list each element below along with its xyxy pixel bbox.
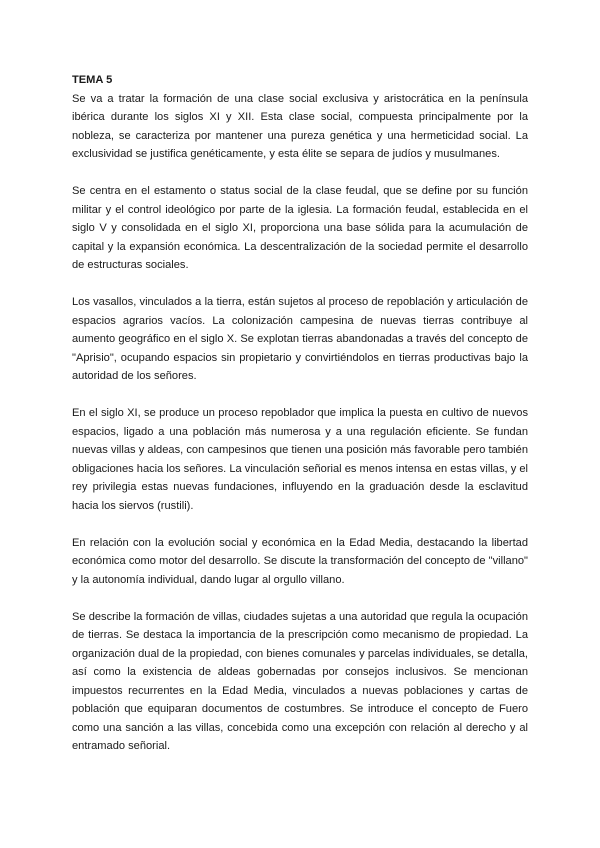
paragraph-4: En el siglo XI, se produce un proceso repoblador que implica la puesta en cultivo de nuevos espacios, ligado a una población más numerosa y a una regulación eficiente. Se fundan nuevas villas y aldeas, con campesinos que tienen una posición más favorable pero también obligaciones hacia los señores. La vinculación señorial es menos intensa en estas villas, y el rey privilegia estas nuevas fundaciones, influyendo en la graduación desde la esclavitud hacia los siervos (rustili). <box>72 407 528 512</box>
paragraph-3: Los vasallos, vinculados a la tierra, están sujetos al proceso de repoblación y articulación de espacios agrarios vacíos. La colonización campesina de nuevas tierras contribuye al aumento geográfico en el siglo X. Se explotan tierras abandonadas a través del concepto de "Aprisio", ocupando espacios sin propietario y convirtiéndolos en tierras productivas bajo la autoridad de los señores. <box>72 296 528 382</box>
document-body <box>72 71 528 774</box>
paragraph-1: Se va a tratar la formación de una clase social exclusiva y aristocrática en la península ibérica durante los siglos XI y XII. Esta clase social, compuesta principalmente por la nobleza, se caracteriza por mantener una pureza genética y una hermeticidad social. La exclusividad se justifica genéticamente, y esta élite se separa de judíos y musulmanes. <box>72 92 528 160</box>
paragraph-6: Se describe la formación de villas, ciudades sujetas a una autoridad que regula la ocupación de tierras. Se destaca la importancia de la prescripción como mecanismo de propiedad. La organización dual de la propiedad, con bienes comunales y parcelas individuales, se detalla, así como la existencia de aldeas gobernadas por consejos inclusivos. Se mencionan impuestos recurrentes en la Edad Media, vinculados a nuevas poblaciones y cartas de población que equiparan documentos de costumbres. Se introduce el concepto de Fuero como una sanción a las villas, concebida como una excepción con relación al derecho y al entramado señorial. <box>72 610 528 752</box>
paragraph-2: Se centra en el estamento o status social de la clase feudal, que se define por su función militar y el control ideológico por parte de la iglesia. La formación feudal, establecida en el siglo V y consolidada en el siglo XI, proporciona una base sólida para la acumulación de capital y la expansión económica. La descentralización de la sociedad permite el desarrollo de estructuras sociales. <box>72 185 528 271</box>
paragraph-5: En relación con la evolución social y económica en la Edad Media, destacando la libertad económica como motor del desarrollo. Se discute la transformación del concepto de "villano" y la autonomía individual, dando lugar al orgullo villano. <box>72 536 528 586</box>
document-title: TEMA 5 <box>72 74 113 86</box>
